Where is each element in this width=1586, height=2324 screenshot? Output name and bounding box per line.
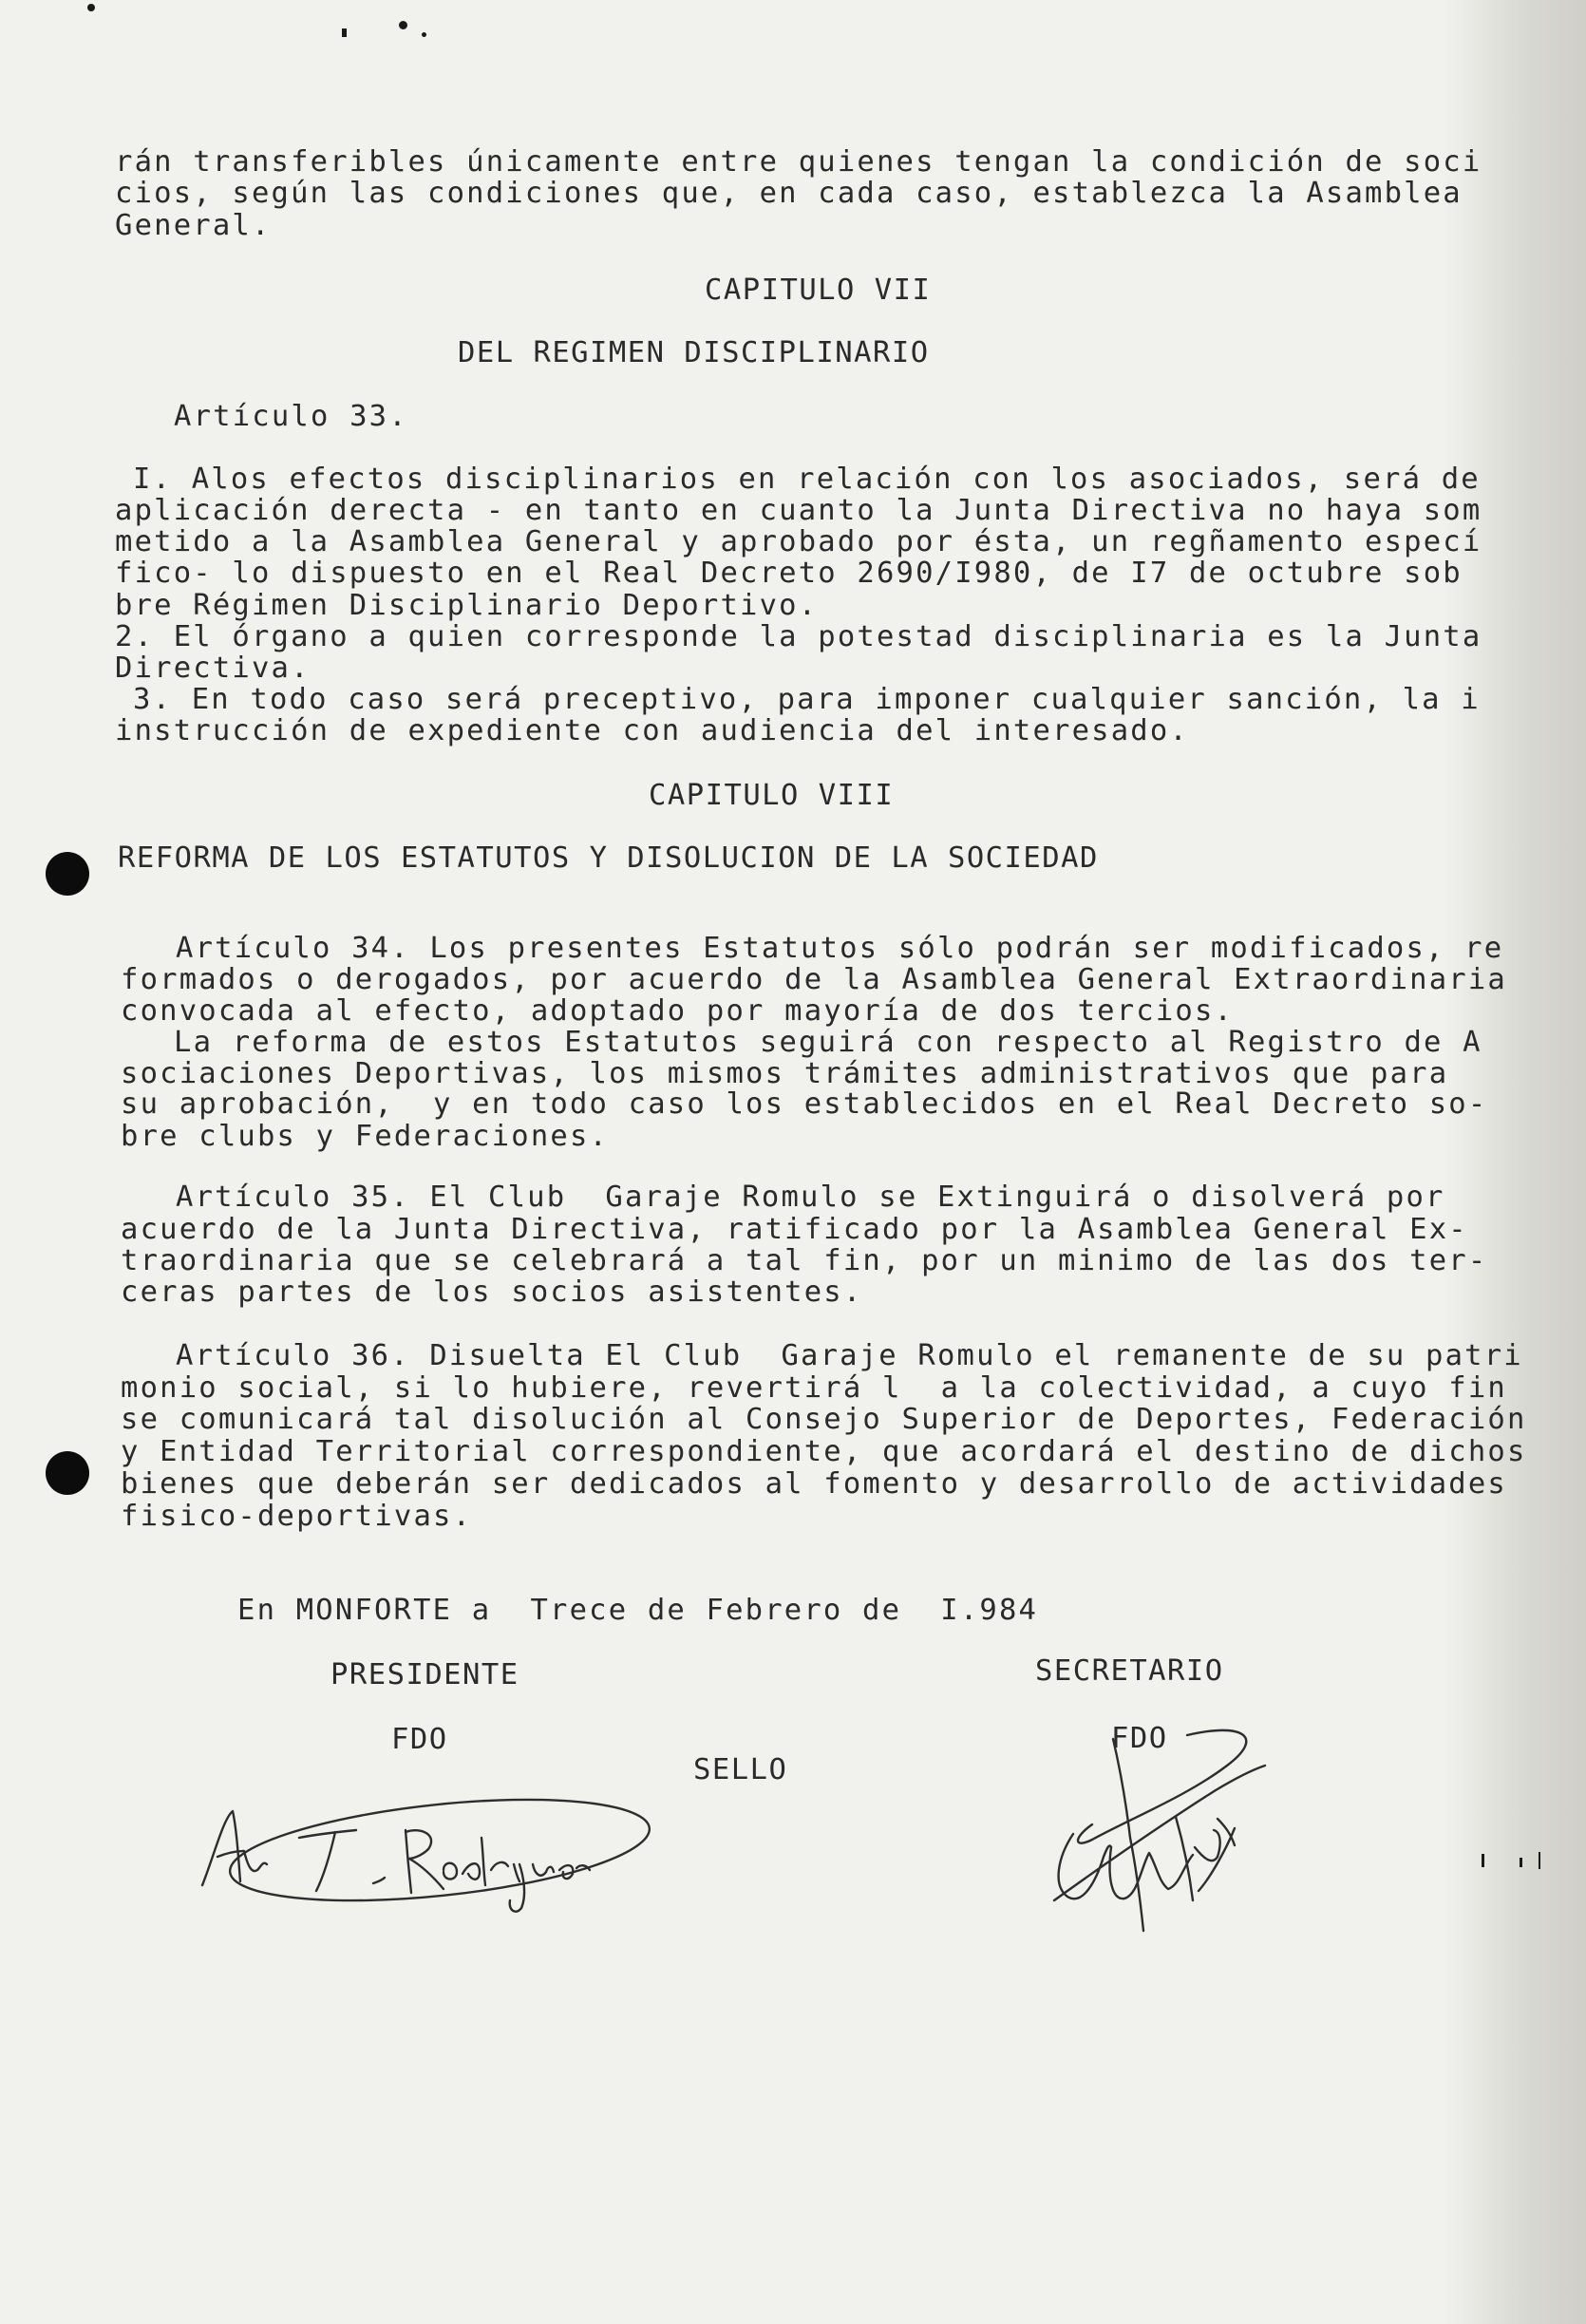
text-line: bre Régimen Disciplinario Deportivo. xyxy=(115,589,819,622)
president-fdo: FDO xyxy=(391,1723,448,1756)
chapter-title: CAPITULO VII xyxy=(705,274,932,307)
text-line: 3. En todo caso será preceptivo, para imponer cualquier sanción, la i xyxy=(133,683,1481,716)
edge-mark xyxy=(1520,1858,1522,1867)
text-line: metido a la Asamblea General y aprobado por ésta, un regñamento especí xyxy=(115,525,1482,558)
text-line: 2. El órgano a quien corresponde la potestad disciplinaria es la Junta xyxy=(115,620,1482,653)
text-line: convocada al efecto, adoptado por mayoría de dos tercios. xyxy=(121,994,1235,1028)
text-line: fisico-deportivas. xyxy=(121,1500,473,1533)
text-line: monio social, si lo hubiere, revertirá l a la colectividad, a cuyo fin xyxy=(121,1371,1507,1405)
text-line: General. xyxy=(115,209,272,242)
text-line: aplicación derecta - en tanto en cuanto la Junta Directiva no haya som xyxy=(115,494,1482,527)
seal-label: SELLO xyxy=(693,1753,788,1786)
text-line: Artículo 34. Los presentes Estatutos sólo podrán ser modificados, re xyxy=(176,932,1504,965)
top-mark xyxy=(422,32,426,37)
secretary-signature xyxy=(1016,1714,1282,1942)
text-line: rán transferibles únicamente entre quienes tengan la condición de soci xyxy=(115,145,1482,179)
edge-mark xyxy=(1539,1852,1540,1869)
edge-mark xyxy=(1482,1854,1484,1867)
text-line: bienes que deberán ser dedicados al fomento y desarrollo de actividades xyxy=(121,1467,1507,1501)
text-line: bre clubs y Federaciones. xyxy=(121,1120,610,1153)
place-date: En MONFORTE a Trece de Febrero de I.984 xyxy=(237,1594,1039,1627)
top-mark xyxy=(342,28,347,37)
text-line: cios, según las condiciones que, en cada caso, establezca la Asamblea xyxy=(115,177,1463,210)
text-line: ceras partes de los socios asistentes. xyxy=(121,1275,863,1309)
top-mark xyxy=(87,4,95,11)
president-signature xyxy=(195,1790,660,1923)
text-line: Directiva. xyxy=(115,652,311,685)
punch-hole xyxy=(46,1451,89,1495)
text-line: Artículo 36. Disuelta El Club Garaje Romulo el remanente de su patri xyxy=(176,1339,1523,1372)
text-line: instrucción de expediente con audiencia del interesado. xyxy=(115,714,1189,747)
text-line: traordinaria que se celebrará a tal fin, por un minimo de las dos ter- xyxy=(121,1244,1488,1277)
text-line: La reforma de estos Estatutos seguirá con respecto al Registro de A xyxy=(174,1026,1482,1059)
chapter-title: CAPITULO VIII xyxy=(649,779,895,812)
text-line: acuerdo de la Junta Directiva, ratificado por la Asamblea General Ex- xyxy=(121,1213,1468,1246)
text-line: sociaciones Deportivas, los mismos trámites administrativos que para xyxy=(121,1057,1449,1090)
scan-edge xyxy=(1442,0,1586,2324)
text-line: su aprobación, y en todo caso los establecidos en el Real Decreto so- xyxy=(121,1087,1488,1121)
text-line: y Entidad Territorial correspondiente, que acordará el destino de dichos xyxy=(121,1435,1527,1468)
secretary-fdo: FDO xyxy=(1111,1722,1168,1755)
text-line: se comunicará tal disolución al Consejo Superior de Deportes, Federación xyxy=(121,1403,1527,1436)
chapter-subtitle: REFORMA DE LOS ESTATUTOS Y DISOLUCION DE LA SOCIEDAD xyxy=(118,841,1099,875)
top-mark xyxy=(399,21,407,29)
secretary-label: SECRETARIO xyxy=(1035,1654,1224,1688)
text-line: fico- lo dispuesto en el Real Decreto 2690/I980, de I7 de octubre sob xyxy=(115,557,1463,590)
text-line: I. Alos efectos disciplinarios en relación con los asociados, será de xyxy=(133,463,1481,496)
president-label: PRESIDENTE xyxy=(330,1658,519,1691)
punch-hole xyxy=(46,852,89,896)
article-heading: Artículo 33. xyxy=(174,400,408,433)
chapter-subtitle: DEL REGIMEN DISCIPLINARIO xyxy=(458,336,930,369)
text-line: formados o derogados, por acuerdo de la Asamblea General Extraordinaria xyxy=(121,963,1507,996)
text-line: Artículo 35. El Club Garaje Romulo se Extinguirá o disolverá por xyxy=(176,1181,1445,1214)
